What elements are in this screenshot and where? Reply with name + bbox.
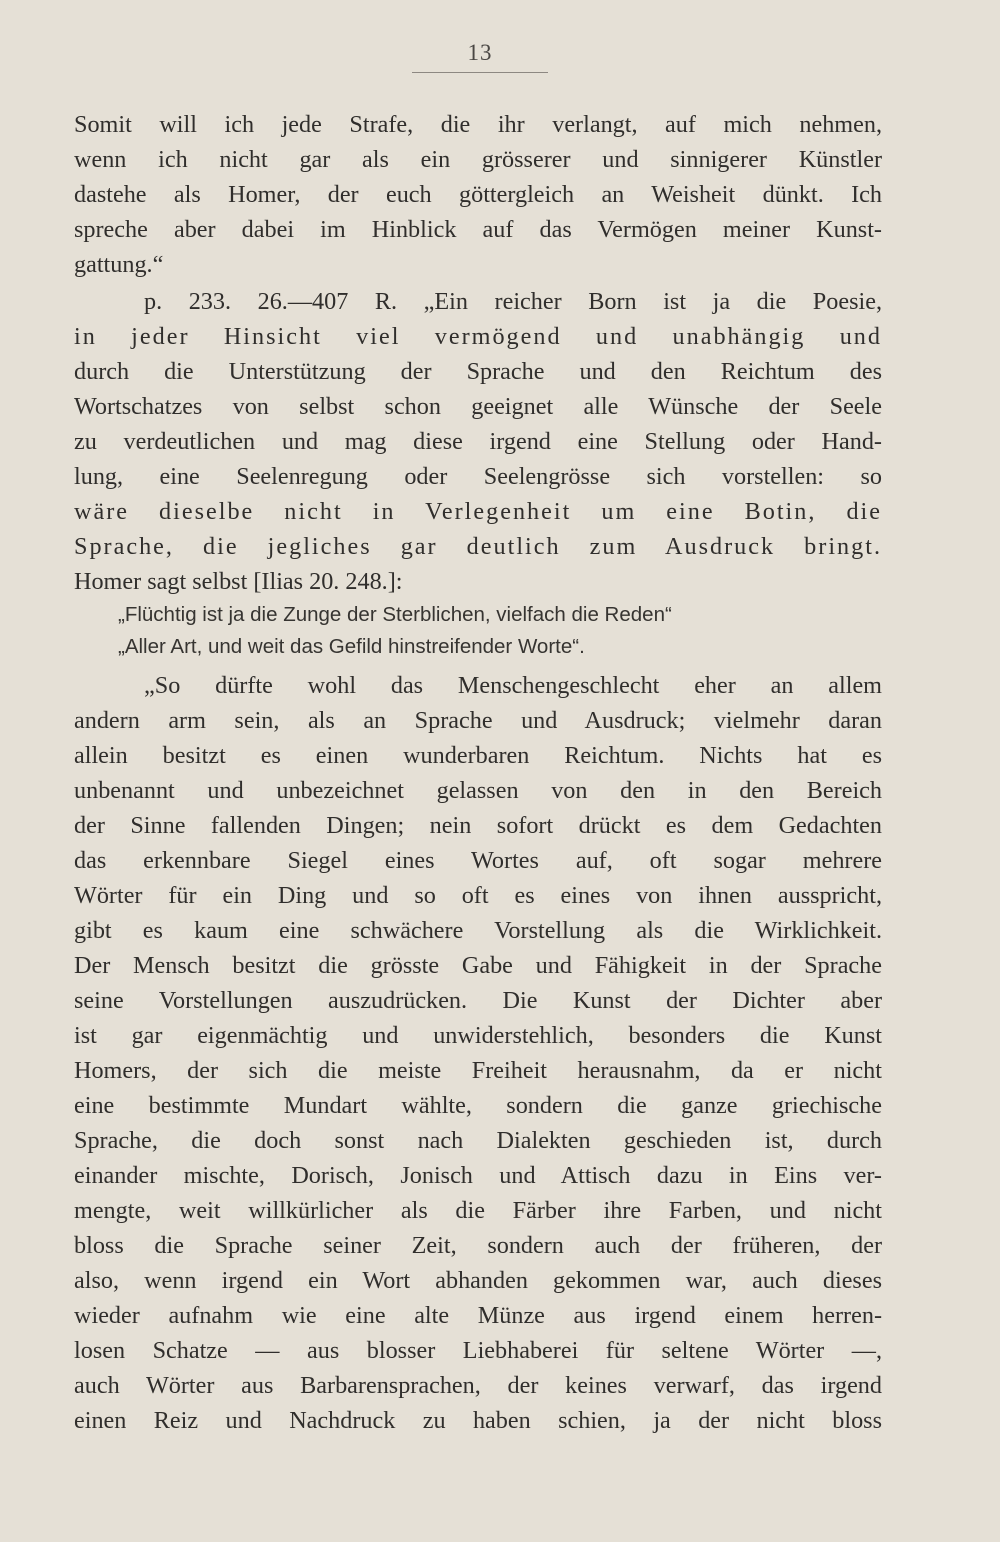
- text-line: auch Wörter aus Barbarensprachen, der keines verwarf, das irgend: [74, 1372, 882, 1399]
- text-line: Sprache, die jegliches gar deutlich zum Ausdruck bringt.: [74, 533, 882, 560]
- text-line: zu verdeutlichen und mag diese irgend eine Stellung oder Hand-: [74, 428, 882, 455]
- text-line: dastehe als Homer, der euch göttergleich an Weisheit dünkt. Ich: [74, 181, 882, 208]
- text-line: bloss die Sprache seiner Zeit, sondern auch der früheren, der: [74, 1232, 882, 1259]
- text-line: wäre dieselbe nicht in Verlegenheit um eine Botin, die: [74, 498, 882, 525]
- text-line: Sprache, die doch sonst nach Dialekten geschieden ist, durch: [74, 1127, 882, 1154]
- text-line: wenn ich nicht gar als ein grösserer und sinnigerer Künstler: [74, 146, 882, 173]
- text-line: mengte, weit willkürlicher als die Färber ihre Farben, und nicht: [74, 1197, 882, 1224]
- text-line: durch die Unterstützung der Sprache und den Reichtum des: [74, 358, 882, 385]
- text-line: der Sinne fallenden Dingen; nein sofort drückt es dem Gedachten: [74, 812, 882, 839]
- text-line: Homers, der sich die meiste Freiheit herausnahm, da er nicht: [74, 1057, 882, 1084]
- quote-line: „Flüchtig ist ja die Zunge der Sterblichen, vielfach die Reden“: [118, 603, 672, 626]
- text-line: ist gar eigenmächtig und unwiderstehlich, besonders die Kunst: [74, 1022, 882, 1049]
- page-number: 13: [467, 40, 493, 65]
- text-line: Der Mensch besitzt die grösste Gabe und Fähigkeit in der Sprache: [74, 952, 882, 979]
- text-line: Wortschatzes von selbst schon geeignet alle Wünsche der Seele: [74, 393, 882, 420]
- text-line: Wörter für ein Ding und so oft es eines von ihnen ausspricht,: [74, 882, 882, 909]
- text-line: das erkennbare Siegel eines Wortes auf, oft sogar mehrere: [74, 847, 882, 874]
- header-rule: [412, 72, 548, 73]
- text-line: eine bestimmte Mundart wählte, sondern die ganze griechische: [74, 1092, 882, 1119]
- text-line: wieder aufnahm wie eine alte Münze aus irgend einem herren-: [74, 1302, 882, 1329]
- text-line: in jeder Hinsicht viel vermögend und unabhängig und: [74, 323, 882, 350]
- text-line: gattung.“: [74, 251, 164, 278]
- text-line: Homer sagt selbst [Ilias 20. 248.]:: [74, 568, 403, 595]
- text-line: „So dürfte wohl das Menschengeschlecht eher an allem: [144, 672, 882, 699]
- text-line: allein besitzt es einen wunderbaren Reichtum. Nichts hat es: [74, 742, 882, 769]
- text-line: Somit will ich jede Strafe, die ihr verlangt, auf mich nehmen,: [74, 111, 882, 138]
- text-line: spreche aber dabei im Hinblick auf das Vermögen meiner Kunst-: [74, 216, 882, 243]
- text-line: losen Schatze — aus blosser Liebhaberei für seltene Wörter —,: [74, 1337, 882, 1364]
- text-line: andern arm sein, als an Sprache und Ausdruck; vielmehr daran: [74, 707, 882, 734]
- text-line: also, wenn irgend ein Wort abhanden gekommen war, auch dieses: [74, 1267, 882, 1294]
- text-line: lung, eine Seelenregung oder Seelengrösse sich vorstellen: so: [74, 463, 882, 490]
- text-line: p. 233. 26.—407 R. „Ein reicher Born ist ja die Poesie,: [144, 288, 882, 315]
- quote-line: „Aller Art, und weit das Gefild hinstreifender Worte“.: [118, 635, 585, 658]
- text-line: gibt es kaum eine schwächere Vorstellung als die Wirklichkeit.: [74, 917, 882, 944]
- text-line: einander mischte, Dorisch, Jonisch und Attisch dazu in Eins ver-: [74, 1162, 882, 1189]
- text-line: unbenannt und unbezeichnet gelassen von den in den Bereich: [74, 777, 882, 804]
- page-number-header: [412, 38, 548, 68]
- text-line: einen Reiz und Nachdruck zu haben schien, ja der nicht bloss: [74, 1407, 882, 1434]
- text-line: seine Vorstellungen auszudrücken. Die Kunst der Dichter aber: [74, 987, 882, 1014]
